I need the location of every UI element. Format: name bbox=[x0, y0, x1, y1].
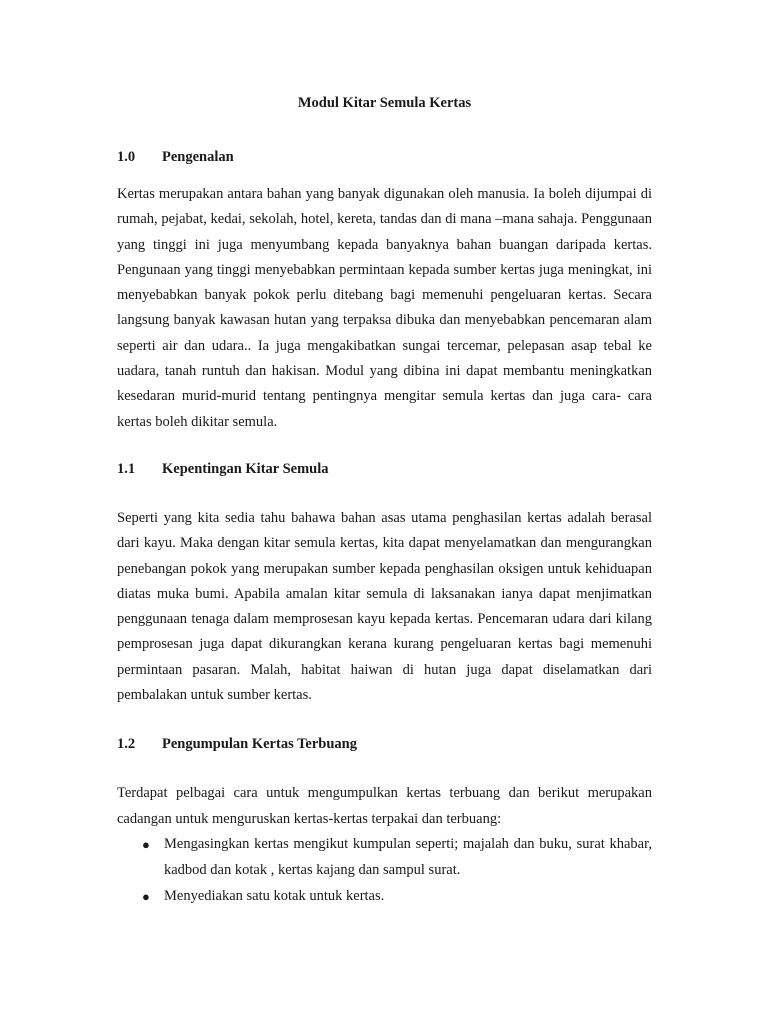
bullet-icon: ● bbox=[142, 888, 150, 904]
section-title: Kepentingan Kitar Semula bbox=[162, 460, 329, 477]
section-body-pengumpulan: Terdapat pelbagai cara untuk mengumpulkan kertas terbuang dan berikut merupakan cadangan untuk menguruskan kertas-kertas terpakai dan terbuang: bbox=[117, 785, 652, 827]
list-item-text: Mengasingkan kertas mengikut kumpulan seperti; majalah dan buku, surat khabar, kadbod dan kotak , kertas kajang dan sampul surat. bbox=[164, 835, 652, 878]
bullet-icon: ● bbox=[142, 836, 150, 852]
list-item bbox=[117, 884, 652, 910]
list-item-text: Menyediakan satu kotak untuk kertas. bbox=[164, 887, 385, 904]
section-title: Pengumpulan Kertas Terbuang bbox=[162, 736, 357, 753]
section-number: 1.2 bbox=[117, 736, 136, 753]
section-heading-kepentingan bbox=[117, 457, 652, 481]
section-heading-pengumpulan bbox=[117, 732, 652, 756]
section-number: 1.0 bbox=[117, 149, 136, 165]
document-page bbox=[117, 90, 652, 909]
section-body-kepentingan: Seperti yang kita sedia tahu bahawa bahan asas utama penghasilan kertas adalah berasal dari kayu. Maka dengan kitar semula kertas, kita dapat menyelamatkan dan mengurangkan penebangan pokok yang merupakan sumber kepada penghasilan oksigen untuk kehiduapan diatas muka bumi. Apabila amalan kitar semula di laksanakan ianya dapat menjimatkan penggunaan tenaga dalam memprosesan kayu kepada kertas. Pencemaran udara dari kilang pemprosesan juga dapat dikurangkan kerana kurang pengeluaran kertas bagi memenuhi permintaan pasaran. Malah, habitat haiwan di hutan juga dapat diselamatkan dari pembalakan untuk sumber kertas. bbox=[117, 509, 652, 704]
section-body-pengenalan: Kertas merupakan antara bahan yang banyak digunakan oleh manusia. Ia boleh dijumpai di rumah, pejabat, kedai, sekolah, hotel, kereta, tandas dan di mana –mana sahaja. Penggunaan yang tinggi ini juga menyumbang kepada banyaknya bahan buangan daripada kertas. Pengunaan yang tinggi menyebabkan permintaan kepada sumber kertas juga meningkat, ini menyebabkan banyak pokok perlu ditebang bagi memenuhi pengeluaran kertas. Secara langsung banyak kawasan hutan yang terpaksa dibuka dan menyebabkan pencemaran alam seperti air dan udara.. Ia juga mengakibatkan sungai tercemar, pelepasan asap tebal ke uadara, tanah runtuh dan hakisan. Modul yang dibina ini dapat membantu meningkatkan kesedaran murid-murid tentang pentingnya mengitar semula kertas dan juga cara- cara kertas boleh dikitar semula. bbox=[117, 186, 652, 430]
section-title: Pengenalan bbox=[162, 149, 234, 165]
document-title: Modul Kitar Semula Kertas bbox=[297, 95, 472, 111]
bullet-list bbox=[117, 832, 652, 909]
list-item bbox=[117, 832, 652, 884]
section-number: 1.1 bbox=[117, 460, 136, 477]
section-heading-pengenalan bbox=[117, 145, 652, 169]
